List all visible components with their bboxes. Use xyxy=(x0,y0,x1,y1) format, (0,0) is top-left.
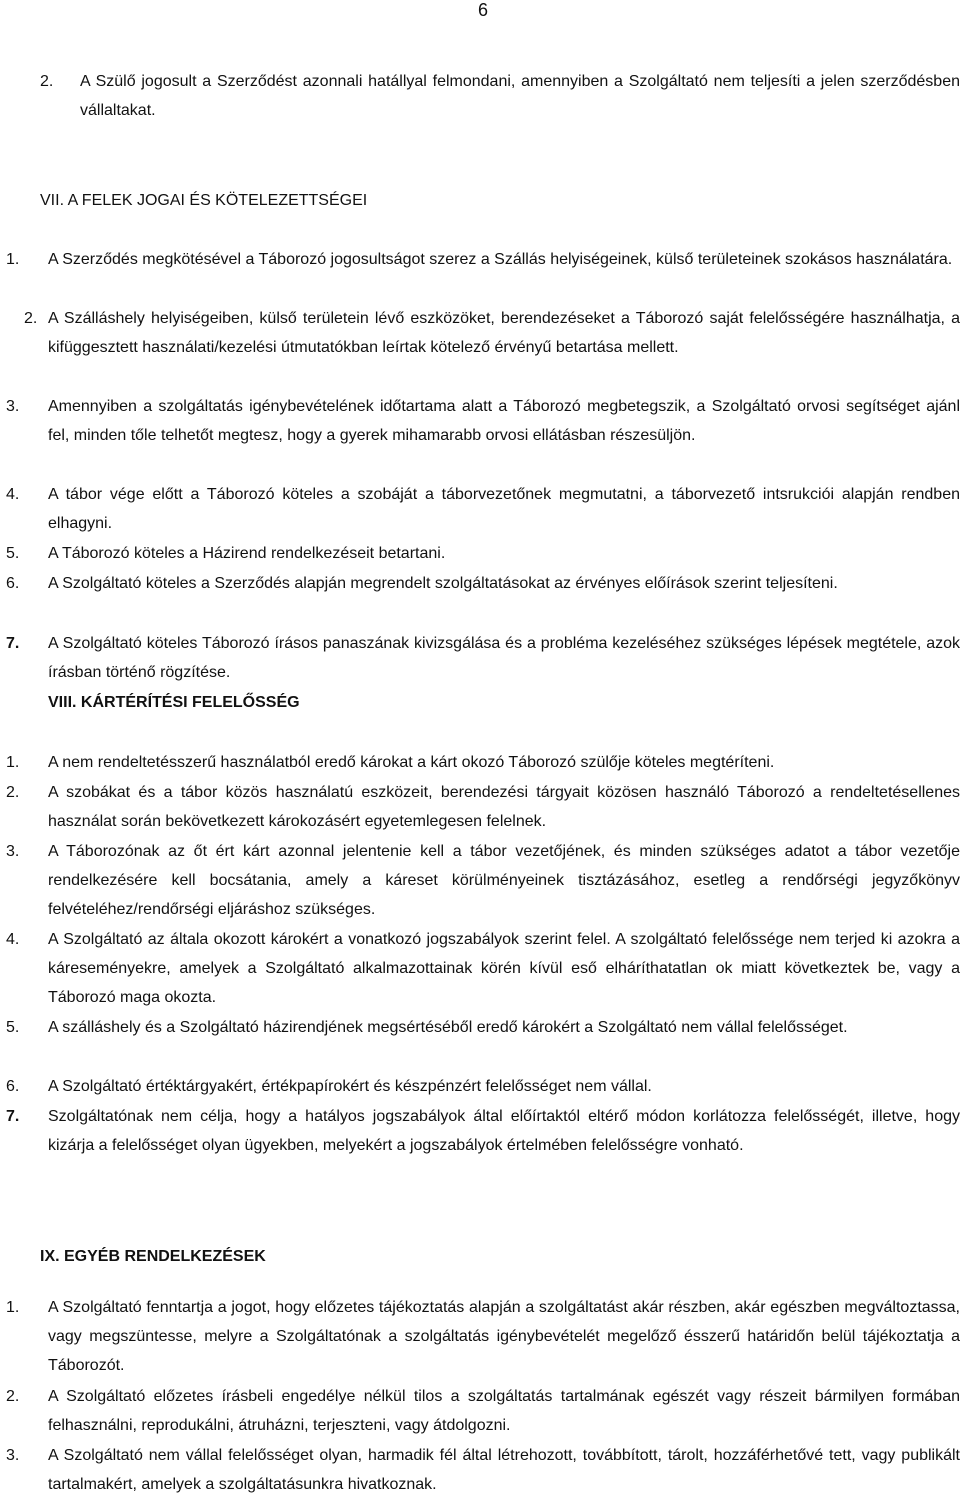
page-number: 6 xyxy=(477,0,488,20)
item-text: A Szolgáltató fenntartja a jogot, hogy előzetes tájékoztatás alapján a szolgáltatást akár részben, akár egészben megváltoztassa, vagy megszüntesse, melyre a Szolgáltatónak a szolgáltatás igénybevételét megelőző ésszerű határidőn belül tájékoztatja a Táborozót. xyxy=(48,1299,960,1374)
item-number: 3. xyxy=(6,843,20,860)
item-text: A Szálláshely helyiségeiben, külső területein lévő eszközöket, berendezéseket a Táborozó saját felelősségére használhatja, a kifüggesztett használati/kezelési útmutatókban leírtak kötelező érvényű betartása mellett. xyxy=(48,310,960,356)
item-number: 3. xyxy=(6,1447,20,1464)
item-number: 5. xyxy=(6,545,20,562)
item-number: 2. xyxy=(6,1388,20,1405)
item-text: A Táborozó köteles a Házirend rendelkezéseit betartani. xyxy=(48,545,446,562)
item-number: 1. xyxy=(6,1299,20,1316)
item-text: A Szolgáltató előzetes írásbeli engedélye nélkül tilos a szolgáltatás tartalmának egészét vagy részeit bármilyen formában felhasználni, reprodukálni, átruházni, terjeszteni, vagy átdolgozni. xyxy=(48,1388,960,1434)
item-text: A Szolgáltató az általa okozott károkért a vonatkozó jogszabályok szerint felel. A szolgáltató felelőssége nem terjed ki azokra a káreseményekre, amelyek a Szolgáltató alkalmazottainak körén kívül eső elháríthatatlan ok miatt következtek be, vagy a Táborozó maga okozta. xyxy=(48,931,960,1006)
item-text: A Táborozónak az őt ért kárt azonnal jelentenie kell a tábor vezetőjének, és minden szükséges adatot a tábor vezetője rendelkezésére kell bocsátania, amely a káreset körülményeinek tisztázásához, esetleg a rendőrségi jegyzőkönyv felvételéhez/rendőrségi eljáráshoz szükséges. xyxy=(48,843,960,918)
item-number: 2. xyxy=(40,73,54,90)
item-text: A Szolgáltató nem vállal felelősséget olyan, harmadik fél által létrehozott, továbbított, tárolt, hozzáférhetővé tett, vagy publikált tartalmakért, amelyek a szolgáltatásunkra hivatkoznak. xyxy=(48,1447,960,1493)
item-number: 7. xyxy=(6,1108,20,1125)
item-text: A Szülő jogosult a Szerződést azonnali hatállyal felmondani, amennyiben a Szolgáltató nem teljesíti a jelen szerződésben vállaltakat. xyxy=(80,73,960,119)
item-text: A Szolgáltató köteles a Szerződés alapján megrendelt szolgáltatásokat az érvényes előírások szerint teljesíteni. xyxy=(48,575,838,592)
item-number: 5. xyxy=(6,1019,20,1036)
item-number: 2. xyxy=(24,310,38,327)
item-number: 7. xyxy=(6,635,20,652)
item-number: 4. xyxy=(6,486,20,503)
section-heading: VIII. KÁRTÉRÍTÉSI FELELŐSSÉG xyxy=(48,694,300,711)
section-heading: VII. A FELEK JOGAI ÉS KÖTELEZETTSÉGEI xyxy=(40,192,368,209)
item-text: A Szolgáltató köteles Táborozó írásos panaszának kivizsgálása és a probléma kezeléséhez szükséges lépések megtétele, azok írásban történő rögzítése. xyxy=(48,635,960,681)
item-text: A szobákat és a tábor közös használatú eszközeit, berendezési tárgyait közösen használó Táborozó a rendeltetésellenes használat során bekövetkezett károkozásért egyetemlegesen felelnek. xyxy=(48,784,960,830)
item-number: 1. xyxy=(6,251,20,268)
item-number: 2. xyxy=(6,784,20,801)
item-number: 6. xyxy=(6,575,20,592)
item-text: Szolgáltatónak nem célja, hogy a hatályos jogszabályok által előírtaktól eltérő módon korlátozza felelősségét, illetve, hogy kizárja a felelősséget olyan ügyekben, melyekért a jogszabályok értelmében felelősségre vonható. xyxy=(48,1108,960,1154)
item-text: A nem rendeltetésszerű használatból eredő károkat a kárt okozó Táborozó szülője köteles megtéríteni. xyxy=(48,754,775,771)
item-text: A Szolgáltató értéktárgyakért, értékpapírokért és készpénzért felelősséget nem vállal. xyxy=(48,1078,652,1095)
item-number: 1. xyxy=(6,754,20,771)
item-number: 3. xyxy=(6,398,20,415)
item-text: A tábor vége előtt a Táborozó köteles a szobáját a táborvezetőnek megmutatni, a táborvezető intsrukciói alapján rendben elhagyni. xyxy=(48,486,960,532)
item-text: Amennyiben a szolgáltatás igénybevételének időtartama alatt a Táborozó megbetegszik, a Szolgáltató orvosi segítséget ajánl fel, minden tőle telhetőt megtesz, hogy a gyerek mihamarabb orvosi ellátásban részesüljön. xyxy=(48,398,960,444)
item-text: A szálláshely és a Szolgáltató házirendjének megsértéséből eredő károkért a Szolgáltató nem vállal felelősséget. xyxy=(48,1019,848,1036)
item-number: 6. xyxy=(6,1078,20,1095)
item-text: A Szerződés megkötésével a Táborozó jogosultságot szerez a Szállás helyiségeinek, külső területeinek szokásos használatára. xyxy=(48,251,953,268)
section-heading: IX. EGYÉB RENDELKEZÉSEK xyxy=(40,1248,266,1265)
item-number: 4. xyxy=(6,931,20,948)
